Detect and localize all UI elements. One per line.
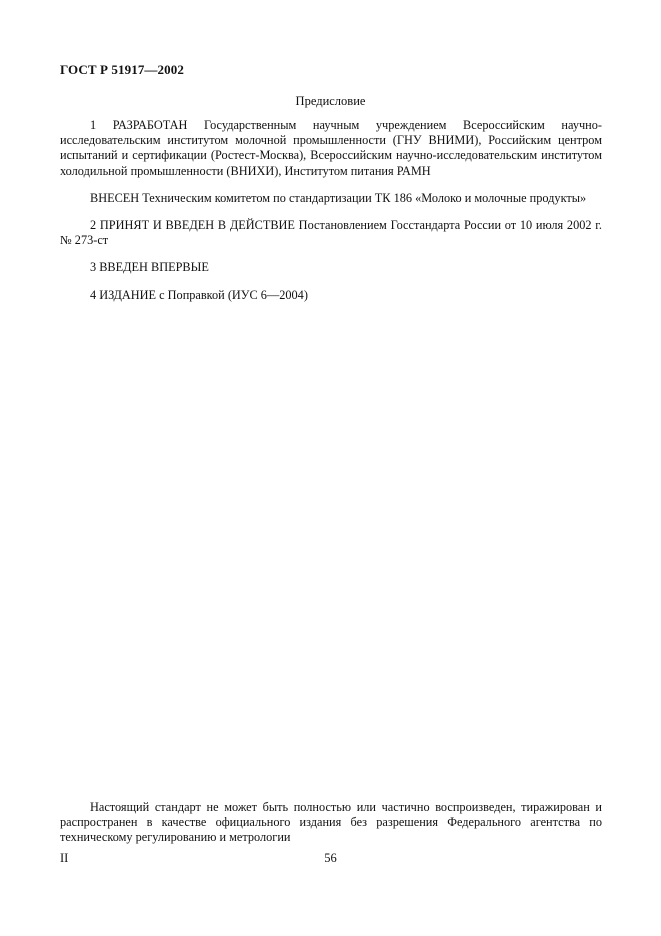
copyright-notice: Настоящий стандарт не может быть полностью или частично воспроизведен, тиражирован и распространен в качестве официального издания без разрешения Федерального агентства по техническому регулированию и метрологии	[60, 800, 602, 845]
paragraph-edition: 4 ИЗДАНИЕ с Поправкой (ИУС 6—2004)	[90, 287, 308, 302]
paragraph-first-introduced: 3 ВВЕДЕН ВПЕРВЫЕ	[90, 260, 209, 275]
page-number: 56	[324, 851, 337, 865]
paragraph-introduced-by: ВНЕСЕН Техническим комитетом по стандартизации ТК 186 «Молоко и молочные продукты»	[90, 190, 587, 205]
paragraph-developed-by: 1 РАЗРАБОТАН Государственным научным учреждением Всероссийским научно-исследовательским институтом молочной промышленности (ГНУ ВНИМИ), Российским центром испытаний и сертификации (Ростест-Москва), Всероссийским научно-исследовательским институтом холодильной промышленности (ВНИХИ), Институтом питания РАМН	[60, 118, 602, 178]
standard-code: ГОСТ Р 51917—2002	[60, 62, 184, 77]
paragraph-adopted: 2 ПРИНЯТ И ВВЕДЕН В ДЕЙСТВИЕ Постановлением Госстандарта России от 10 июля 2002 г. № 273-ст	[60, 218, 602, 248]
section-title: Предисловие	[295, 94, 366, 108]
document-body	[60, 118, 602, 315]
roman-page-number: II	[60, 851, 69, 865]
